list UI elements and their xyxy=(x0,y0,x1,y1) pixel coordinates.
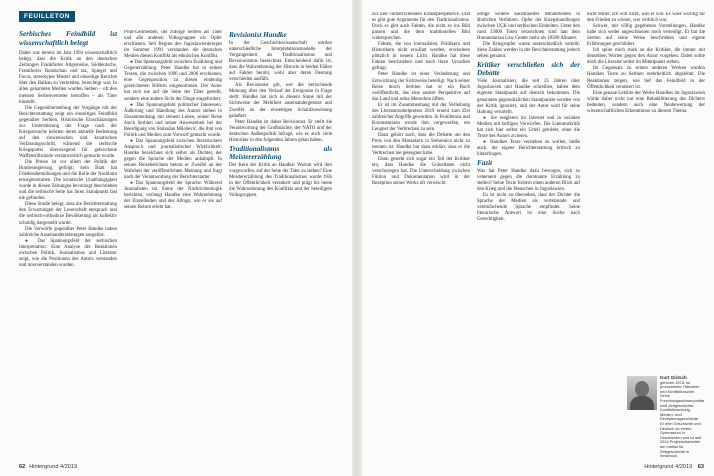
paragraph-text: Das Spannungsfeld der Sprache: Während Journalisten im Sinne der Nachrichtenlogik berichten, verlangt Handke eine Wahrnehmung der Einzelheiten und des Alltags, wie er sie auf seinen Reisen erlebt hat. xyxy=(124,181,222,211)
paragraph: Die Gegenüberstellung der Vorgänge mit der Berichterstattung zeigt ein einseitiges Feindbild gegenüber Serbien. Historische Einschätzungen zur Unterstützung der Frage nach der Kriegsursache kehrten deren aktuelle Bedeutung auf den slowenischen und kroatischen Verfassungsschritt, während die serbische Kriegspartei überwiegend für gebrochene Waffenstillstände verantwortlich gemacht wurde. xyxy=(19,105,117,159)
paragraph xyxy=(477,140,580,158)
paragraph: nicht Hitler. Ich will nicht, was er war. Es wäre wichtig für den Frieden zu wissen, wer wirklich war. xyxy=(587,12,705,24)
author-photo-body xyxy=(630,396,654,410)
bullet-icon: ● xyxy=(483,115,488,121)
subhead: Fazit xyxy=(477,158,493,167)
paragraph: Dann gesteht sich sogar ein Teil der Kritiker ein, dass Handke die Gräueltaten nicht verschwiegen hat. Die Unterscheidung zwischen Fiktion und Dokumentation wird in der Rezeption seines Werks oft verwischt. xyxy=(372,157,470,187)
subhead: Kritiker verschließen sich der Debatte xyxy=(477,61,580,78)
paragraph: Peter Handke ist einer Veränderung und Entwicklung der Sichtweise beteiligt. Nach seiner Reise durch Serbien hat er ein Buch veröffentlicht, das eine andere Perspektive auf das Land und seine Menschen öffnet. xyxy=(372,72,470,102)
bullet-icon: ● xyxy=(25,238,33,244)
headline: Serbisches Feindbild ist wissenschaftlich belegt xyxy=(19,30,117,47)
left-column-2 xyxy=(124,30,222,450)
paragraph: Als Revisionist gilt, wer die herrschende Meinung über den Verlauf der Ereignisse in Frage stellt. Handke hat sich in diesem Sinne mit der Sichtweise der Mehrheit auseinandergesetzt und Zweifel an der einseitigen Schuldzuweisung geäußert. xyxy=(229,83,332,119)
paragraph: Die Vorwürfe gegenüber Peter Handke haben zahlreiche Auseinandersetzungen ausgelöst. xyxy=(19,226,117,238)
left-column-1 xyxy=(19,30,117,450)
paragraph: Es ist nicht zu übersehen, dass der Dichter die Sprache der Medien als verletzende und vereinfachende Sprache empfindet. Seine literarische Antwort ist eine Suche nach Gerechtigkeit. xyxy=(477,193,580,223)
subhead: Revisionist Handke xyxy=(229,31,287,39)
author-photo-head xyxy=(635,381,649,397)
left-footer xyxy=(19,464,77,470)
paragraph: In der Geschichtswissenschaft werden unterschiedliche Interpretationsmodelle der Vergangenheit als Traditionalismus und Revisionismus bezeichnet. Entscheidend dafür ist, dass die Wahrnehmung der Historie in beiden Fällen auf Fakten beruht, wohl aber deren Deutung verschieden ausfällt. xyxy=(229,41,332,83)
paragraph: übrige weitere konstruierter Minderheiten in ähnlichen Verfahren. Opfer der Kriegshandlungen zwischen UÇK und serbischen Einheiten. Unter den rund 13000 Toten verzeichnen sind laut dem Humanitarian Law Center mehr als 10500 Albaner. xyxy=(477,12,580,42)
issue-label: Hintergrund 4/2019 xyxy=(29,464,78,470)
paragraph: Die Presse ist vor allem der Politik der Bundesregierung gefolgt; kein Blatt hat Friedensbemühungen und die Rolle der Nachbarn ernstgenommen. Die kroatische Unabhängigkeit wurde in diesen Zeitungen bevorzugt beschrieben und die serbische Seite hat ihren Standpunkt fast nie gefunden. xyxy=(19,160,117,202)
paragraph-text: Sie reagieren im Internet und in sozialen Medien mit heftigen Vorwürfen. Die Literaturkritik hat sich hier selbst ein Urteil gebildet, ohne die Texte des Autors zu lesen. xyxy=(477,115,580,139)
paragraph xyxy=(124,103,222,139)
author-bio-text: geboren 1976, ist promovierter Historiker und Konfliktforscher. Seine Forschungsschwerpunkte sind Zeitgeschichte, Konfliktforschung, Medien- und Rezeptionsgeschichte. Er lehrt Geschichte und Deutsch an einem Gymnasium in Graubünden und ist seit 2014 Projektmitarbeiter am Institut für Zeitgeschichte in Innsbruck. xyxy=(660,379,705,459)
right-column-3 xyxy=(587,12,705,352)
paragraph xyxy=(124,181,222,211)
paragraph: Ich spüre mich stark an die Kritiker, die immer mit denselben Worten gegen den Autor vorgehen. Dabei sollte doch die Literatur selbst im Mittelpunkt stehen. xyxy=(587,48,705,66)
author-bio xyxy=(660,375,705,459)
left-column-3 xyxy=(229,30,332,450)
paragraph xyxy=(19,239,117,269)
section-tag: FEUILLETON xyxy=(19,11,75,22)
author-photo xyxy=(627,376,657,410)
subhead: Traditionalismus als Meistererzählung xyxy=(229,144,332,161)
paragraph: Viele Journalisten, die seit 25 Jahren über Jugoslawien und Handke schreiben, haben dem eigenen Standpunkt auf deutsch bekommen. Die genannten gegensätzlichen Standpunkte werden von der Kritik ignoriert, und der Autor wird für seine Haltung verurteilt. xyxy=(477,79,580,115)
paragraph: Im Gegensatz zu seinen anderen Werken wurden Handkes Texte zu Serbien mehrheitlich abgelehnt. Die Reaktionen zeigen, wie tief das Feindbild in der Öffentlichkeit verankert ist. xyxy=(587,66,705,90)
gutter xyxy=(352,0,362,476)
issue-label: Hintergrund 4/2019 xyxy=(644,464,693,470)
paragraph: Peter Handke ist daher Revisionist. Er stellt die Verantwortung der Großmächte, der NATO und der deutschen Außenpolitik infrage, wie es auch viele Historiker in den folgenden Jahren getan haben. xyxy=(229,119,332,143)
paragraph: Er ist im Zusammenhang mit der Verleihung des Literaturnobelpreises 2019 erneut zum Ziel zahlreicher Angriffe geworden. In Feuilletons und Kommentaren wurde ihm vorgeworfen, ein Leugner der Verbrechen zu sein. xyxy=(372,102,470,132)
paragraph: Schwer, mit völlig gegebenen Vorstellungen, Handke habe sich weder angeschlossen noch verteidigt. Er hat die Serben auf seine Weise beschrieben und eigene Erfahrungen geschildert. xyxy=(587,24,705,48)
paragraph-text: Das Spannungsfeld politischer Interessen: Äußerung und Handlung des Autors stehen in Zusammenhang mit seinem Leben, seiner Reise durch Serbien und seiner Anwesenheit bei der Beerdigung von Slobodan Milošević, die ihm von Politik und Medien zum Vorwurf gemacht wurde. xyxy=(124,102,222,138)
right-column-2 xyxy=(477,12,580,442)
page-number: 63 xyxy=(697,464,704,470)
author-box xyxy=(627,375,705,459)
bullet-icon: ● xyxy=(130,60,134,66)
right-footer xyxy=(644,464,704,470)
bullet-icon: ● xyxy=(483,139,488,145)
right-column-1 xyxy=(372,12,470,442)
paragraph: Fakten, die von Journalisten, Politikern und Historikern nicht erwähnt werden, erscheinen plötzlich in neuem Licht. Handke hat diese Fakten beschrieben und nach ihren Ursachen gefragt. xyxy=(372,42,470,72)
paragraph: Daher war bereits im Jahr 1994 wissenschaftlich belegt, dass die Kritik an den deutschen Zeitungen Frankfurter Allgemeine, Süddeutsche, Frankfurter Rundschau und taz, Spiegel und Focus, stereotyper Muster und einseitige Berichte über den Balkan zu verbreiten, berechtigt war. In allen genannten Medien wurden Serben – oft den meisten Serbenvertreter betroffen – als Täter hinstellt. xyxy=(19,51,117,105)
right-page xyxy=(362,0,714,476)
paragraph xyxy=(124,60,222,102)
paragraph: Diese Studie belegt, dass die Berichterstattung den Erwartungen der Leserschaft entsprach und die serbisch-orthodoxe Bevölkerung als kollektiv schuldig dargestellt wurde. xyxy=(19,202,117,226)
paragraph-text: Handkes Texte verstehen zu wollen, hieße auch, die eigene Berichterstattung kritisch zu hinterfragen. xyxy=(477,139,580,157)
author-name: Kurt Gritsch xyxy=(660,375,687,380)
bullet-icon: ● xyxy=(130,181,134,187)
paragraph-text: Das Spannungsfeld der serbischen Interpretation: Eine Analyse der Reaktionen zwischen Politik, Journalismus und Literatur zeigt, wie die Positionen des Autors verstanden und missverstanden wurden. xyxy=(19,238,117,268)
page-number: 62 xyxy=(19,464,26,470)
paragraph xyxy=(124,139,222,181)
paragraph: zur Zeit vorherrschenden Erzählperspektive. Und es gibt gute Argumente für den Traditionalismus. Doch es gibt auch Fakten, die nicht so ins Bild passen und die dem traditionellen Bild widersprechen. xyxy=(372,12,470,42)
paragraph: Was hat Peter Handke dazu bewogen, sich so vehement gegen die dominante Erzählung zu stellen? Seine Texte fordern einen anderen Blick auf den Krieg und die Menschen in Jugoslawien. xyxy=(477,168,580,193)
paragraph: Eine genaue Lektüre der Werke Handkes im Jugoslawien würde daher nicht nur eine Rehabilitierung des Dichters bedeuten, sondern auch eine Neubewertung der wissenschaftlichen Erkenntnisse zu diesem Thema. xyxy=(587,90,705,114)
paragraph: Print-Leitmedien, der zufolge Serben als Täter und alle anderen Volksgruppen als Opfer erschienen. Seit Beginn des Jugoslawienkrieges im Sommer 1991 verstanden die deutschen Medien diesen Konflikt als ethnischen Konflikt. xyxy=(124,30,222,60)
paragraph-text: Das Spannungsfeld zwischen Erzählung und Gegenerzählung: Peter Handke hat in seinen Texten, die zwischen 1996 und 2006 erschienen, eine Gegenposition zu diesen eindeutig gezeichneten Bildern eingenommen. Der Autor hat sich nie auf die Seite der Täter gestellt, sondern eine andere Sicht der Dinge eingefordert. xyxy=(124,60,222,102)
bullet-icon: ● xyxy=(130,102,135,108)
paragraph: Die Kriegsopfer waren unterschiedlich verteilt; diese Zahlen werden in der Berichterstattung jedoch selten genannt. xyxy=(477,42,580,60)
left-page xyxy=(0,0,352,476)
paragraph xyxy=(477,116,580,140)
paragraph: Dazu gehört auch, dass die Debatte um den Preis von den Massakern in Srebrenica nicht zu trennen ist. Handke hat dazu erklärt, dass er die Verbrechen nie geleugnet habe. xyxy=(372,132,470,157)
paragraph-text: Das Spannungsfeld zwischen literarischem Anspruch und journalistischer Wirklichkeit: Handke bezeichnet sich selbst als Dichter, der gegen die Sprache der Medien ankämpft. In seinen Reiseberichten betont er Zweifel an der Wahrheit der veröffentlichten Meinung und fragt nach der Verantwortung der Berichterstatter. xyxy=(124,138,222,181)
paragraph: Der Kern der Kritik an Handke: Warum wird ihm vorgeworfen, auf der Seite der Täter zu stehen? Eine Meistererzählung des Traditionalismus wurde früh in der Öffentlichkeit verankert und prägt bis heute die Wahrnehmung des Konflikts und der beteiligten Volksgruppen. xyxy=(229,162,332,199)
bullet-icon: ● xyxy=(130,138,134,144)
